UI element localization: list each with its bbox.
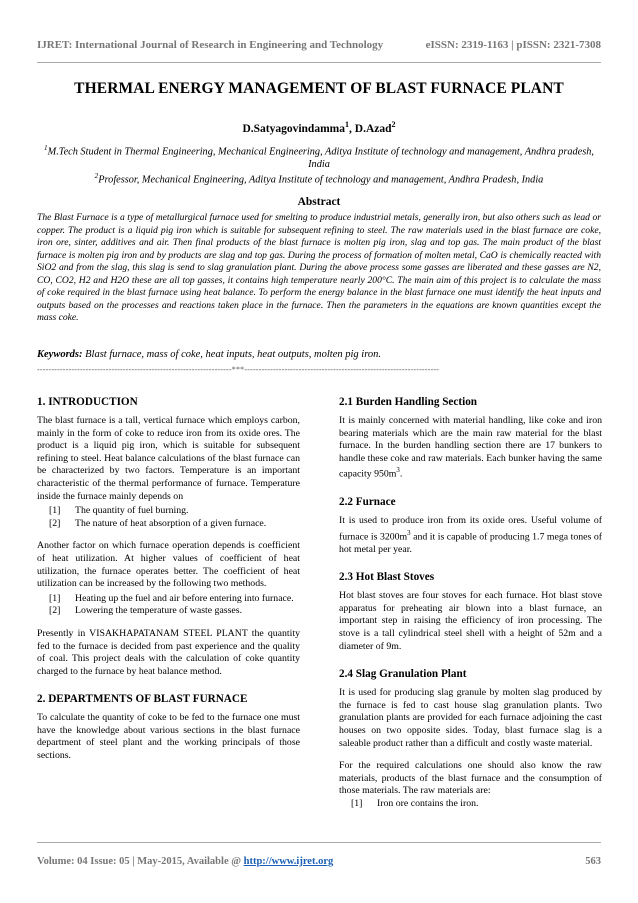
list-1 [37,505,300,530]
section-2-4-para-1: It is used for producing slag granule by molten slag produced by the furnace is fed to cast house slag granulation plants. Two granulation plants are provided for each furnace adjoining the cast houses on two opposite sides. Today, blast furnace slag is a saleable product rather than a difficult and costly waste material. [339,687,602,749]
list-text: The quantity of fuel burning. [75,505,189,517]
running-header [37,39,601,53]
section-2-1-end: . [399,468,403,480]
paper-title: THERMAL ENERGY MANAGEMENT OF BLAST FURNACE PLANT [74,80,564,97]
running-footer [37,856,601,870]
section-2-2-text-a: It is used to produce iron from its oxide ores. Useful volume of furnace is 3200m [339,515,602,543]
left-column [37,395,300,773]
list-text: The nature of heat absorption of a given furnace. [75,517,267,529]
list-item [339,798,602,811]
affiliation-2-text: Professor, Mechanical Engineering, Aditya Institute of technology and management, Andhra Pradesh, India [98,174,544,186]
list-number: [1] [49,505,61,517]
list-text: Iron ore contains the iron. [377,798,479,809]
authors [37,120,601,135]
keywords-text: Blast furnace, mass of coke, heat inputs, heat outputs, molten pig iron. [85,349,382,360]
section-2-2-para [339,515,602,556]
journal-link[interactable]: http://www.ijret.org [243,856,334,867]
affiliation-1-text: M.Tech Student in Thermal Engineering, Mechanical Engineering, Aditya Institute of technology and management, Andhra pradesh, India [47,146,594,171]
section-separator: --------------------------------------------------------------------***-------------------------------------------------------------------- [37,365,440,374]
section-2-2-sup: 3 [407,529,411,537]
section-2-3-para: Hot blast stoves are four stoves for each furnace. Hot blast stove apparatus for preheating air blown into a blast furnace, an important step in raising the efficiency of iron processing. The stove is a tall cylindrical steel shell with a height of 52m and a diameter of 9m. [339,590,602,652]
header-rule [37,62,601,63]
footer-text: Volume: 04 Issue: 05 | May-2015, Available @ [37,856,244,867]
list-number: [1] [49,592,61,604]
page-number: 563 [585,856,601,867]
author-1: D.Satyagovindamma [242,122,345,135]
list-item [37,505,300,518]
section-2-1-text: It is mainly concerned with material handling, like coke and iron bearing materials which are the main raw material for the blast furnace. In the burden handling section there are 17 bunkers to handle these coke and raw materials. Each bunker having the same capacity 950m [339,415,602,480]
section-2-2-text-b: and it is capable of producing 1.7 mega tones of hot metal per year. [339,531,602,555]
list-2 [37,593,300,618]
section-1-para-1: The blast furnace is a tall, vertical furnace which employs carbon, mainly in the form of coke to reduce iron from its oxide ores. The product is a liquid pig iron, which is suitable for subsequent refining to steel. Heat balance calculations of the blast furnace can be characterized by two factors. Temperature is an important characteristic of the thermal performance of furnace. Temperature inside the furnace mainly depends on [37,415,300,502]
list-text: Heating up the fuel and air before entering into furnace. [75,592,294,604]
author-1-sup: 1 [345,120,350,129]
section-2-4-para-2: For the required calculations one should also know the raw materials, products of the blast furnace and the consumption of those materials. The raw materials are: [339,760,602,797]
list-number: [2] [49,517,61,529]
abstract-text: The Blast Furnace is a type of metallurgical furnace used for smelting to produce industrial metals, generally iron, but also others such as lead or copper. The product is a liquid pig iron which is suitable for subsequent refining to steel. The raw materials used in the blast furnace are coke, iron ore, sinter, additives and air. Then final products of the blast furnace is molten pig iron, slag and top gas. The main product of the blast furnace is molten pig iron and by products are slag and top gas. During the process of formation of molten metal, CaO is chemically reacted with SiO2 and from the slag, this slag is send to slag granulation plant. During the above process some gasses are liberated and these gasses are N2, CO, CO2, H2 and H2O these are all top gasses, it contains high temperature nearly 200°C. The main aim of this project is to calculate the mass of coke required in the blast furnace using heat balance. To perform the energy balance in the blast furnace one must identify the heat inputs and outputs based on the processes and reactions taken place in the furnace. Then the parameters in the equations are known quantities except the mass coke. [37,212,601,323]
list-number: [2] [49,605,61,617]
list-number: [1] [351,798,363,809]
keywords-label: Keywords: [37,349,83,360]
list-item [37,518,300,531]
author-sep: , [349,122,355,135]
affiliation-1-sup: 1 [44,144,48,152]
list-item [37,605,300,618]
section-2-para-1: To calculate the quantity of coke to be fed to the furnace one must have the knowledge about various sections in the blast furnace department of steel plant and the working principals of those sections. [37,712,300,762]
affiliation-2 [37,170,601,186]
section-1-title: 1. INTRODUCTION [37,396,138,408]
section-1-para-3: Presently in VISAKHAPATANAM STEEL PLANT the quantity fed to the furnace is decided from past experience and the quality of coal. This project deals with the calculation of coke quantity charged to the furnace by heat balance method. [37,627,300,677]
affiliation-2-sup: 2 [94,172,99,180]
affiliation-1 [37,142,601,171]
list-text: Lowering the temperature of waste gasses. [75,605,243,617]
section-2-1-sup: 3 [396,467,400,475]
author-2-sup: 2 [391,120,396,129]
journal-name: IJRET: International Journal of Research in Engineering and Technology [37,39,384,51]
footer-rule [37,842,601,843]
section-2-3-title: 2.3 Hot Blast Stoves [339,571,435,584]
section-2-1-title: 2.1 Burden Handling Section [339,396,478,408]
footer-volume [37,856,333,867]
list-item [37,593,300,606]
section-2-4-title: 2.4 Slag Granulation Plant [339,668,467,681]
list-3 [339,798,602,811]
right-column [339,395,602,821]
author-2: D.Azad [354,122,392,135]
section-2-2-title: 2.2 Furnace [339,496,396,509]
abstract-heading: Abstract [297,196,341,208]
section-2-title: 2. DEPARTMENTS OF BLAST FURNACE [37,693,248,706]
keywords [37,349,601,360]
section-2-1-para [339,415,602,481]
section-1-para-2: Another factor on which furnace operation depends is coefficient of heat utilization. At higher values of coefficient of heat utilization, the furnace operates better. The coefficient of heat utilization can be increased by the following two methods. [37,540,300,590]
issn: eISSN: 2319-1163 | pISSN: 2321-7308 [425,39,601,51]
